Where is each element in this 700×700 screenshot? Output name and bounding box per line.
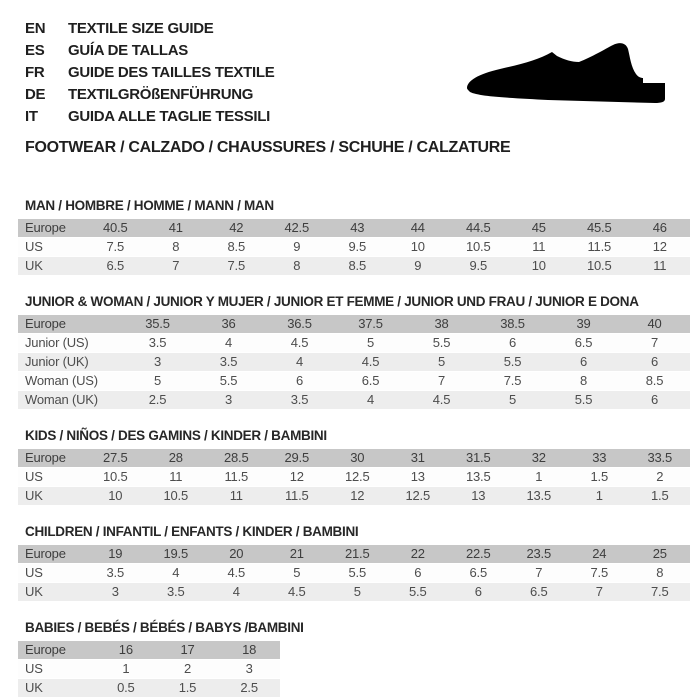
size-cell: 4.5 <box>264 334 335 353</box>
language-label: GUÍA DE TALLAS <box>68 42 188 59</box>
row-label: UK <box>18 583 85 602</box>
section-children <box>18 525 690 602</box>
size-cell: 38.5 <box>477 315 548 334</box>
language-label: TEXTILGRÖßENFÜHRUNG <box>68 86 254 103</box>
table-row <box>18 564 690 583</box>
size-cell: 5.5 <box>193 372 264 391</box>
size-table-babies <box>18 641 280 698</box>
size-cell: 7 <box>406 372 477 391</box>
size-cell: 5 <box>122 372 193 391</box>
size-cell: 10 <box>509 257 570 276</box>
size-cell: 1.5 <box>157 679 219 698</box>
size-cell: 5 <box>406 353 477 372</box>
size-cell: 23.5 <box>509 545 570 564</box>
size-cell: 3.5 <box>146 583 207 602</box>
size-cell: 29.5 <box>267 449 328 468</box>
row-label: UK <box>18 679 95 698</box>
section-kids <box>18 429 690 506</box>
size-cell: 7 <box>146 257 207 276</box>
size-cell: 10.5 <box>85 468 146 487</box>
size-cell: 6.5 <box>548 334 619 353</box>
size-cell: 10.5 <box>448 238 509 257</box>
size-cell: 13.5 <box>509 487 570 506</box>
size-cell: 20 <box>206 545 267 564</box>
size-cell: 3 <box>218 660 280 679</box>
size-cell: 30 <box>327 449 388 468</box>
section-title-babies: BABIES / BEBÉS / BÉBÉS / BABYS /BAMBINI <box>25 620 304 635</box>
size-cell: 2 <box>157 660 219 679</box>
table-row <box>18 641 280 660</box>
size-cell: 3 <box>122 353 193 372</box>
size-cell: 19.5 <box>146 545 207 564</box>
size-cell: 12.5 <box>327 468 388 487</box>
size-cell: 13 <box>448 487 509 506</box>
language-row <box>25 106 700 128</box>
table-row <box>18 353 690 372</box>
size-cell: 17 <box>157 641 219 660</box>
size-cell: 10 <box>85 487 146 506</box>
size-cell: 4.5 <box>206 564 267 583</box>
size-cell: 5.5 <box>388 583 449 602</box>
size-cell: 5.5 <box>477 353 548 372</box>
size-cell: 10.5 <box>569 257 630 276</box>
table-row <box>18 679 280 698</box>
size-cell: 13.5 <box>448 468 509 487</box>
size-cell: 7.5 <box>477 372 548 391</box>
row-label: US <box>18 564 85 583</box>
size-cell: 9.5 <box>327 238 388 257</box>
size-cell: 45 <box>509 219 570 238</box>
size-cell: 1 <box>569 487 630 506</box>
row-label: UK <box>18 257 85 276</box>
size-cell: 11 <box>146 468 207 487</box>
size-cell: 5 <box>327 583 388 602</box>
size-cell: 9.5 <box>448 257 509 276</box>
language-row <box>25 18 700 40</box>
size-cell: 36.5 <box>264 315 335 334</box>
language-code: EN <box>25 20 46 37</box>
row-label: Junior (UK) <box>18 353 122 372</box>
size-cell: 27.5 <box>85 449 146 468</box>
size-cell: 18 <box>218 641 280 660</box>
size-cell: 2 <box>630 468 691 487</box>
size-cell: 10 <box>388 238 449 257</box>
size-cell: 8 <box>548 372 619 391</box>
table-row <box>18 238 690 257</box>
section-man <box>18 199 690 276</box>
section-title-kids: KIDS / NIÑOS / DES GAMINS / KINDER / BAMBINI <box>25 428 327 443</box>
section-title-man: MAN / HOMBRE / HOMME / MANN / MAN <box>25 198 274 213</box>
size-cell: 1.5 <box>569 468 630 487</box>
size-cell: 1 <box>95 660 157 679</box>
size-cell: 6 <box>388 564 449 583</box>
size-cell: 9 <box>267 238 328 257</box>
size-cell: 6.5 <box>509 583 570 602</box>
size-cell: 7 <box>619 334 690 353</box>
size-cell: 4 <box>146 564 207 583</box>
section-title-children: CHILDREN / INFANTIL / ENFANTS / KINDER / BAMBINI <box>25 524 359 539</box>
size-cell: 32 <box>509 449 570 468</box>
size-cell: 24 <box>569 545 630 564</box>
section-babies <box>18 621 690 698</box>
size-cell: 4.5 <box>335 353 406 372</box>
size-cell: 5 <box>267 564 328 583</box>
category-heading: FOOTWEAR / CALZADO / CHAUSSURES / SCHUHE / CALZATURE <box>25 139 511 156</box>
size-cell: 3.5 <box>85 564 146 583</box>
size-cell: 28 <box>146 449 207 468</box>
size-cell: 11 <box>206 487 267 506</box>
size-cell: 7.5 <box>206 257 267 276</box>
size-cell: 8 <box>146 238 207 257</box>
size-cell: 45.5 <box>569 219 630 238</box>
size-cell: 4 <box>193 334 264 353</box>
size-table-kids <box>18 449 690 506</box>
size-cell: 5 <box>335 334 406 353</box>
size-cell: 33 <box>569 449 630 468</box>
row-label: Woman (UK) <box>18 391 122 410</box>
size-cell: 11 <box>509 238 570 257</box>
size-table-man <box>18 219 690 276</box>
size-cell: 6.5 <box>335 372 406 391</box>
size-cell: 19 <box>85 545 146 564</box>
table-row <box>18 257 690 276</box>
table-row <box>18 334 690 353</box>
table-row <box>18 468 690 487</box>
size-cell: 6 <box>619 391 690 410</box>
size-cell: 7 <box>509 564 570 583</box>
row-label: UK <box>18 487 85 506</box>
size-cell: 31.5 <box>448 449 509 468</box>
size-cell: 5 <box>477 391 548 410</box>
size-cell: 31 <box>388 449 449 468</box>
row-label: US <box>18 660 95 679</box>
size-cell: 37.5 <box>335 315 406 334</box>
size-cell: 12 <box>267 468 328 487</box>
size-cell: 46 <box>630 219 691 238</box>
size-cell: 6 <box>619 353 690 372</box>
size-cell: 7.5 <box>85 238 146 257</box>
row-label: US <box>18 238 85 257</box>
table-row <box>18 391 690 410</box>
row-label: Junior (US) <box>18 334 122 353</box>
language-code: ES <box>25 42 45 59</box>
size-cell: 2.5 <box>122 391 193 410</box>
size-cell: 11.5 <box>206 468 267 487</box>
size-cell: 8.5 <box>206 238 267 257</box>
size-cell: 3 <box>85 583 146 602</box>
row-label: Europe <box>18 219 85 238</box>
size-cell: 21.5 <box>327 545 388 564</box>
size-cell: 5.5 <box>327 564 388 583</box>
size-cell: 6.5 <box>448 564 509 583</box>
size-cell: 5.5 <box>548 391 619 410</box>
size-cell: 41 <box>146 219 207 238</box>
table-row <box>18 487 690 506</box>
size-cell: 6 <box>448 583 509 602</box>
table-row <box>18 219 690 238</box>
size-cell: 42 <box>206 219 267 238</box>
size-cell: 11 <box>630 257 691 276</box>
size-cell: 1.5 <box>630 487 691 506</box>
size-cell: 38 <box>406 315 477 334</box>
size-cell: 4 <box>335 391 406 410</box>
table-row <box>18 372 690 391</box>
size-cell: 44.5 <box>448 219 509 238</box>
size-cell: 3.5 <box>122 334 193 353</box>
size-tables <box>0 199 700 698</box>
size-cell: 8 <box>267 257 328 276</box>
size-cell: 3.5 <box>264 391 335 410</box>
size-cell: 7.5 <box>569 564 630 583</box>
row-label: Woman (US) <box>18 372 122 391</box>
table-row <box>18 660 280 679</box>
size-cell: 44 <box>388 219 449 238</box>
size-cell: 42.5 <box>267 219 328 238</box>
size-cell: 8.5 <box>327 257 388 276</box>
size-table-children <box>18 545 690 602</box>
size-cell: 11.5 <box>267 487 328 506</box>
language-code: IT <box>25 108 38 125</box>
section-title-junior-woman: JUNIOR & WOMAN / JUNIOR Y MUJER / JUNIOR ET FEMME / JUNIOR UND FRAU / JUNIOR E DONA <box>25 294 639 309</box>
table-row <box>18 315 690 334</box>
size-cell: 21 <box>267 545 328 564</box>
row-label: Europe <box>18 315 122 334</box>
table-row <box>18 545 690 564</box>
size-cell: 7 <box>569 583 630 602</box>
size-cell: 40 <box>619 315 690 334</box>
row-label: US <box>18 468 85 487</box>
size-cell: 12 <box>327 487 388 506</box>
size-cell: 3.5 <box>193 353 264 372</box>
size-cell: 13 <box>388 468 449 487</box>
row-label: Europe <box>18 545 85 564</box>
size-cell: 40.5 <box>85 219 146 238</box>
size-cell: 12.5 <box>388 487 449 506</box>
size-cell: 36 <box>193 315 264 334</box>
size-cell: 4 <box>264 353 335 372</box>
size-cell: 25 <box>630 545 691 564</box>
size-cell: 0.5 <box>95 679 157 698</box>
row-label: Europe <box>18 641 95 660</box>
header <box>0 0 700 157</box>
size-cell: 28.5 <box>206 449 267 468</box>
size-cell: 4.5 <box>267 583 328 602</box>
row-label: Europe <box>18 449 85 468</box>
language-label: TEXTILE SIZE GUIDE <box>68 20 214 37</box>
shoe-icon <box>462 40 670 106</box>
language-code: FR <box>25 64 45 81</box>
size-cell: 11.5 <box>569 238 630 257</box>
size-cell: 22.5 <box>448 545 509 564</box>
language-label: GUIDA ALLE TAGLIE TESSILI <box>68 108 270 125</box>
size-cell: 9 <box>388 257 449 276</box>
size-cell: 39 <box>548 315 619 334</box>
size-cell: 12 <box>630 238 691 257</box>
size-table-junior-woman <box>18 315 690 410</box>
size-cell: 16 <box>95 641 157 660</box>
language-label: GUIDE DES TAILLES TEXTILE <box>68 64 275 81</box>
size-cell: 3 <box>193 391 264 410</box>
size-cell: 6 <box>264 372 335 391</box>
table-row <box>18 449 690 468</box>
table-row <box>18 583 690 602</box>
size-cell: 4.5 <box>406 391 477 410</box>
size-cell: 33.5 <box>630 449 691 468</box>
size-cell: 22 <box>388 545 449 564</box>
size-cell: 6.5 <box>85 257 146 276</box>
language-code: DE <box>25 86 46 103</box>
size-cell: 5.5 <box>406 334 477 353</box>
size-cell: 35.5 <box>122 315 193 334</box>
size-cell: 8 <box>630 564 691 583</box>
size-cell: 4 <box>206 583 267 602</box>
size-cell: 8.5 <box>619 372 690 391</box>
size-cell: 43 <box>327 219 388 238</box>
size-cell: 6 <box>477 334 548 353</box>
size-cell: 7.5 <box>630 583 691 602</box>
section-junior-woman <box>18 295 690 410</box>
size-cell: 10.5 <box>146 487 207 506</box>
size-cell: 1 <box>509 468 570 487</box>
size-cell: 2.5 <box>218 679 280 698</box>
size-cell: 6 <box>548 353 619 372</box>
